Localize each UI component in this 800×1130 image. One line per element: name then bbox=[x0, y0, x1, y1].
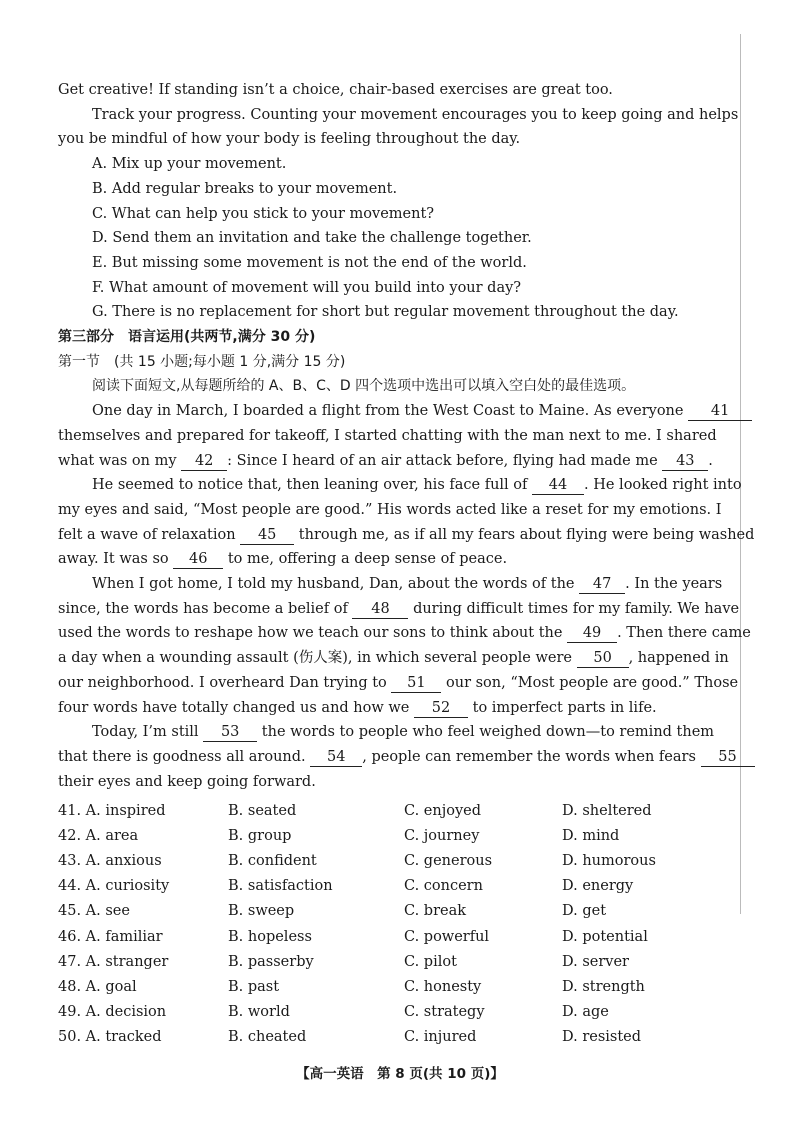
choice-c: C. strategy bbox=[404, 1004, 485, 1021]
blank-55: 55 bbox=[701, 749, 755, 767]
answer-option: A. Mix up your movement. bbox=[92, 156, 287, 173]
exam-page-body bbox=[58, 78, 755, 794]
cloze-text: When I got home, I told my husband, Dan, about the words of the bbox=[92, 576, 575, 593]
question-choices bbox=[58, 798, 698, 1050]
choice-a: 48. A. goal bbox=[58, 978, 137, 995]
choice-a: 42. A. area bbox=[58, 827, 139, 844]
blank-43: 43 bbox=[662, 453, 708, 471]
choice-c: C. concern bbox=[404, 878, 483, 895]
cloze-line bbox=[58, 399, 730, 424]
paragraph-line: Get creative! If standing isn’t a choice, chair-based exercises are great too. bbox=[58, 82, 613, 98]
choice-a: 41. A. inspired bbox=[58, 802, 166, 819]
cloze-line bbox=[58, 523, 755, 548]
choice-b: B. world bbox=[228, 1004, 290, 1021]
cloze-line: their eyes and keep going forward. bbox=[58, 773, 316, 790]
blank-51: 51 bbox=[391, 675, 441, 693]
cloze-line: my eyes and said, “Most people are good.” His words acted like a reset for my emotions. I bbox=[58, 501, 722, 518]
paragraph-line: Track your progress. Counting your movement encourages you to keep going and helps bbox=[92, 106, 739, 123]
choice-c: C. enjoyed bbox=[404, 802, 481, 819]
choice-b: B. sweep bbox=[228, 903, 295, 920]
answer-option: B. Add regular breaks to your movement. bbox=[92, 180, 398, 197]
choice-d: D. strength bbox=[562, 978, 645, 995]
question-row bbox=[58, 848, 698, 873]
choice-a: 45. A. see bbox=[58, 903, 130, 920]
question-row bbox=[58, 924, 698, 949]
cloze-line: what was on my 42 : Since I heard of an air attack before, flying had made me 43 . bbox=[58, 452, 713, 469]
cloze-text: during difficult times for my family. We have bbox=[413, 600, 740, 617]
cloze-line bbox=[58, 473, 742, 498]
choice-d: D. sheltered bbox=[562, 802, 652, 819]
cloze-text: , people can remember the words when fears bbox=[362, 748, 696, 765]
section-heading: 第三部分 语言运用(共两节,满分 30 分) bbox=[58, 329, 316, 346]
answer-option: C. What can help you stick to your movement? bbox=[92, 205, 435, 222]
choice-c: C. injured bbox=[404, 1029, 477, 1046]
choice-a: 46. A. familiar bbox=[58, 928, 163, 945]
cloze-text: our son, “Most people are good.” Those bbox=[446, 674, 739, 691]
cloze-text: used the words to reshape how we teach our sons to think about the bbox=[58, 625, 563, 642]
blank-48: 48 bbox=[352, 601, 408, 619]
choice-d: D. age bbox=[562, 1004, 609, 1021]
question-row bbox=[58, 1000, 698, 1025]
choice-d: D. get bbox=[562, 903, 607, 920]
choice-d: D. server bbox=[562, 953, 629, 970]
choice-d: D. humorous bbox=[562, 852, 656, 869]
page-footer: 【高一英语 第 8 页(共 10 页)】 bbox=[296, 1066, 504, 1082]
answer-option: D. Send them an invitation and take the challenge together. bbox=[92, 230, 532, 247]
choice-d: D. energy bbox=[562, 878, 634, 895]
cloze-line: themselves and prepared for takeoff, I started chatting with the man next to me. I shared bbox=[58, 427, 717, 444]
paragraph-line: you be mindful of how your body is feeling throughout the day. bbox=[58, 131, 521, 148]
cloze-text: that there is goodness all around. bbox=[58, 748, 306, 765]
question-row bbox=[58, 823, 698, 848]
choice-b: B. seated bbox=[228, 802, 297, 819]
blank-45: 45 bbox=[240, 527, 294, 545]
cloze-text: Today, I’m still bbox=[92, 724, 199, 741]
blank-53: 53 bbox=[203, 724, 257, 742]
cloze-line bbox=[58, 572, 723, 597]
cloze-text: the words to people who feel weighed down—to remind them bbox=[261, 724, 715, 741]
choice-d: D. mind bbox=[562, 827, 620, 844]
cloze-line bbox=[58, 720, 715, 745]
cloze-text: our neighborhood. I overheard Dan trying to bbox=[58, 674, 387, 691]
cloze-text: since, the words has become a belief of bbox=[58, 600, 348, 617]
cloze-text: , happened in bbox=[628, 650, 729, 667]
question-row bbox=[58, 899, 698, 924]
cloze-text: He seemed to notice that, then leaning over, his face full of bbox=[92, 477, 528, 494]
cloze-text: through me, as if all my fears about flying were being washed bbox=[298, 526, 755, 543]
answer-option: G. There is no replacement for short but regular movement throughout the day. bbox=[92, 304, 679, 321]
cloze-text: : Since I heard of an air attack before, flying had made me bbox=[227, 452, 658, 469]
blank-44: 44 bbox=[532, 477, 584, 495]
cloze-text: . He looked right into bbox=[584, 477, 742, 494]
cloze-text: a day when a wounding assault (伤人案), in which several people were bbox=[58, 650, 572, 667]
choice-b: B. past bbox=[228, 978, 280, 995]
cloze-text: . In the years bbox=[625, 576, 723, 593]
choice-d: D. resisted bbox=[562, 1029, 642, 1046]
part-heading: 第一节 (共 15 小题;每小题 1 分,满分 15 分) bbox=[58, 353, 346, 370]
question-row bbox=[58, 1025, 698, 1050]
cloze-text: to imperfect parts in life. bbox=[472, 699, 657, 716]
choice-a: 43. A. anxious bbox=[58, 852, 162, 869]
choice-c: C. journey bbox=[404, 827, 480, 844]
instruction-text: 阅读下面短文,从每题所给的 A、B、C、D 四个选项中选出可以填入空白处的最佳选项。 bbox=[92, 378, 636, 395]
cloze-text: to me, offering a deep sense of peace. bbox=[227, 551, 508, 568]
blank-47: 47 bbox=[579, 576, 625, 594]
answer-option: F. What amount of movement will you build into your day? bbox=[92, 279, 522, 296]
blank-42: 42 bbox=[181, 453, 227, 471]
blank-54: 54 bbox=[310, 749, 362, 767]
choice-c: C. break bbox=[404, 903, 467, 920]
question-row bbox=[58, 974, 698, 999]
cloze-line bbox=[58, 621, 751, 646]
question-row bbox=[58, 798, 698, 823]
choice-c: C. powerful bbox=[404, 928, 490, 945]
blank-41: 41 bbox=[688, 403, 752, 421]
choice-b: B. satisfaction bbox=[228, 878, 333, 895]
cloze-line bbox=[58, 696, 710, 721]
choice-d: D. potential bbox=[562, 928, 648, 945]
choice-c: C. honesty bbox=[404, 978, 482, 995]
cloze-text: away. It was so bbox=[58, 551, 169, 568]
choice-b: B. passerby bbox=[228, 953, 314, 970]
question-row bbox=[58, 874, 698, 899]
choice-a: 44. A. curiosity bbox=[58, 878, 170, 895]
cloze-text: felt a wave of relaxation bbox=[58, 526, 236, 543]
cloze-text: One day in March, I boarded a flight from the West Coast to Maine. As everyone bbox=[92, 403, 684, 420]
answer-option: E. But missing some movement is not the end of the world. bbox=[92, 254, 527, 271]
cloze-text: . Then there came bbox=[617, 625, 751, 642]
cloze-line bbox=[58, 646, 729, 671]
question-row bbox=[58, 949, 698, 974]
choice-a: 50. A. tracked bbox=[58, 1029, 162, 1046]
choice-c: C. pilot bbox=[404, 953, 457, 970]
cloze-text: what was on my bbox=[58, 452, 177, 469]
cloze-line bbox=[58, 597, 740, 622]
cloze-line bbox=[58, 671, 739, 696]
choice-b: B. group bbox=[228, 827, 292, 844]
choice-b: B. hopeless bbox=[228, 928, 312, 945]
cloze-line bbox=[58, 547, 710, 572]
blank-50: 50 bbox=[577, 650, 629, 668]
choice-a: 49. A. decision bbox=[58, 1004, 167, 1021]
cloze-line bbox=[58, 745, 737, 770]
choice-c: C. generous bbox=[404, 852, 493, 869]
choice-b: B. cheated bbox=[228, 1029, 307, 1046]
choice-a: 47. A. stranger bbox=[58, 953, 169, 970]
cloze-text: four words have totally changed us and how we bbox=[58, 699, 410, 716]
blank-52: 52 bbox=[414, 700, 468, 718]
blank-46: 46 bbox=[173, 551, 223, 569]
choice-b: B. confident bbox=[228, 852, 317, 869]
blank-49: 49 bbox=[567, 625, 617, 643]
